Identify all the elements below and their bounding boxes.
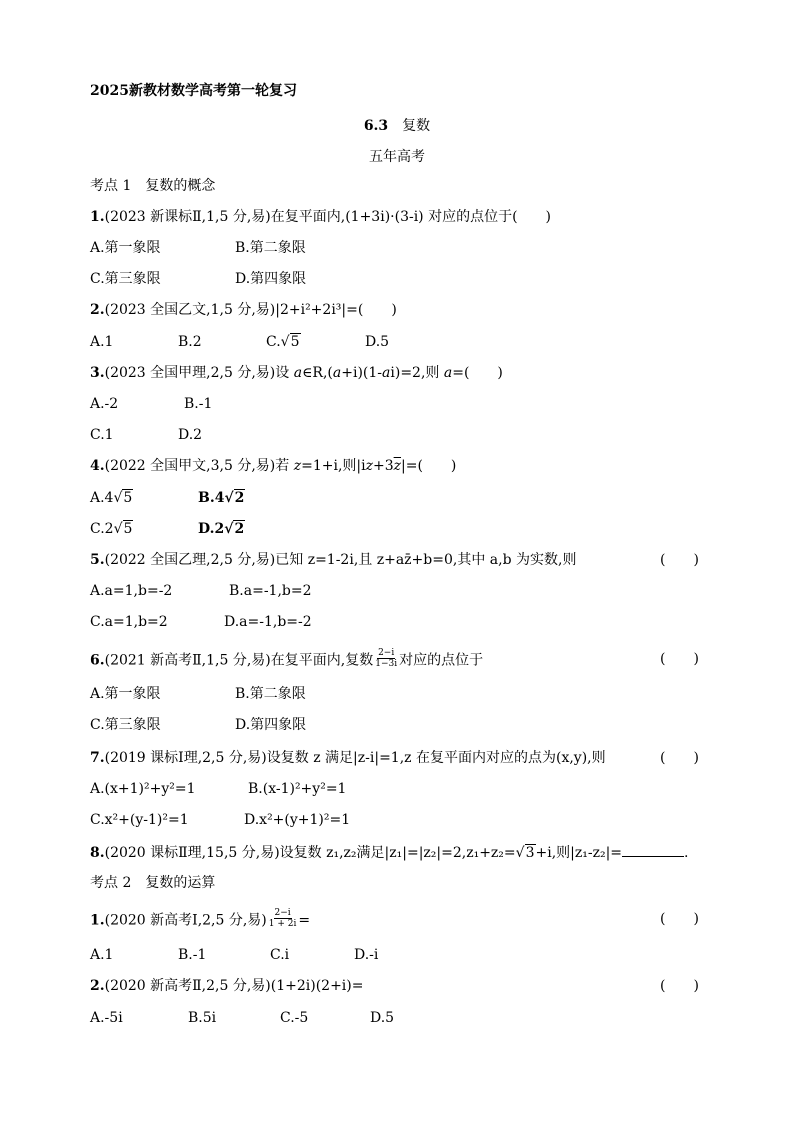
option: B.第二象限 <box>235 240 306 256</box>
option: C.1 <box>90 427 114 443</box>
answer-paren: ( ) <box>660 552 699 568</box>
question-1: 1.(2023 新课标Ⅱ,1,5 分,易)在复平面内,(1+3i)·(3-i) 对应的点位于( ) <box>90 209 552 225</box>
answer-paren: ( ) <box>660 651 699 667</box>
option: D.-i <box>354 947 379 963</box>
option: B.-1 <box>184 396 213 412</box>
question-7: 7.(2019 课标Ⅰ理,2,5 分,易)设复数 z 满足|z-i|=1,z 在复平面内对应的点为(x,y),则 <box>90 750 606 766</box>
question-4: 4.(2022 全国甲文,3,5 分,易)若 z=1+i,则$|iz+3\overline{z}|=$( ) <box>90 458 457 474</box>
option: D.5 <box>370 1010 395 1026</box>
option: C.2√5 <box>90 521 133 537</box>
option: C.i <box>270 947 290 963</box>
option: A.第一象限 <box>90 686 161 702</box>
option: C.-5 <box>280 1010 309 1026</box>
fraction: $\frac{2-i}{1 + 2i}$ <box>268 908 297 929</box>
topic-heading-1: 考点 1 复数的概念 <box>90 178 216 194</box>
option: D.2√2 <box>198 521 245 537</box>
option: C.a=1,b=2 <box>90 614 168 630</box>
question-8: 8.(2020 课标Ⅱ理,15,5 分,易)设复数 z₁,z₂满足|z₁|=|z₂|=2,z₁+z₂=√3+i,则|z₁-z₂|= . <box>90 845 689 861</box>
fraction: $\frac{2-i}{1-3i}$ <box>375 648 398 669</box>
answer-paren: ( ) <box>660 978 699 994</box>
answer-paren: ( ) <box>660 750 699 766</box>
section-name: 复数 <box>402 118 431 134</box>
section-number: 6.3 <box>363 118 389 134</box>
option: C.第三象限 <box>90 717 161 733</box>
option: D.第四象限 <box>235 717 307 733</box>
question-6: 6.(2021 新高考Ⅱ,1,5 分,易)在复平面内,复数 $\frac{2-i}{1-3i}$ 对应的点位于 <box>90 648 484 669</box>
option: D.第四象限 <box>235 271 307 287</box>
option: D.a=-1,b=-2 <box>224 614 312 630</box>
question-5: 5.(2022 全国乙理,2,5 分,易)已知 z=1-2i,且 z+az̄+b=0,其中 a,b 为实数,则 <box>90 552 577 568</box>
option: B.(x-1)²+y²=1 <box>248 781 347 797</box>
document-header: 2025新教材数学高考第一轮复习 <box>90 83 297 99</box>
option: C.x²+(y-1)²=1 <box>90 812 189 828</box>
option: B.4√2 <box>198 490 245 506</box>
option: C.第三象限 <box>90 271 161 287</box>
question-3: 3.(2023 全国甲理,2,5 分,易)设 a∈R,(a+i)(1-ai)=2,则 a=( ) <box>90 365 503 381</box>
question-r2: 2.(2020 新高考Ⅱ,2,5 分,易)(1+2i)(2+i)= <box>90 978 364 994</box>
option: B.-1 <box>178 947 207 963</box>
option: B.a=-1,b=2 <box>229 583 312 599</box>
option: B.2 <box>178 334 202 350</box>
answer-blank[interactable] <box>622 843 684 857</box>
option: A.1 <box>90 334 114 350</box>
section-title <box>0 115 794 135</box>
option: D.5 <box>365 334 390 350</box>
option: A.(x+1)²+y²=1 <box>90 781 196 797</box>
question-2: 2.(2023 全国乙文,1,5 分,易)|2+i²+2i³|=( ) <box>90 302 397 318</box>
option: A.a=1,b=-2 <box>90 583 173 599</box>
option: D.2 <box>178 427 203 443</box>
option: B.5i <box>188 1010 217 1026</box>
option: A.-2 <box>90 396 119 412</box>
option: A.-5i <box>90 1010 123 1026</box>
option: A.第一象限 <box>90 240 161 256</box>
question-r1: 1.(2020 新高考Ⅰ,2,5 分,易) $\frac{2-i}{1 + 2i}$ = <box>90 908 311 929</box>
option: B.第二象限 <box>235 686 306 702</box>
topic-heading-2: 考点 2 复数的运算 <box>90 875 216 891</box>
option: A.1 <box>90 947 114 963</box>
option: C.√5 <box>266 334 300 350</box>
answer-paren: ( ) <box>660 911 699 927</box>
option: D.x²+(y+1)²=1 <box>244 812 351 828</box>
subtitle: 五年高考 <box>369 149 425 165</box>
option: A.4√5 <box>90 490 133 506</box>
